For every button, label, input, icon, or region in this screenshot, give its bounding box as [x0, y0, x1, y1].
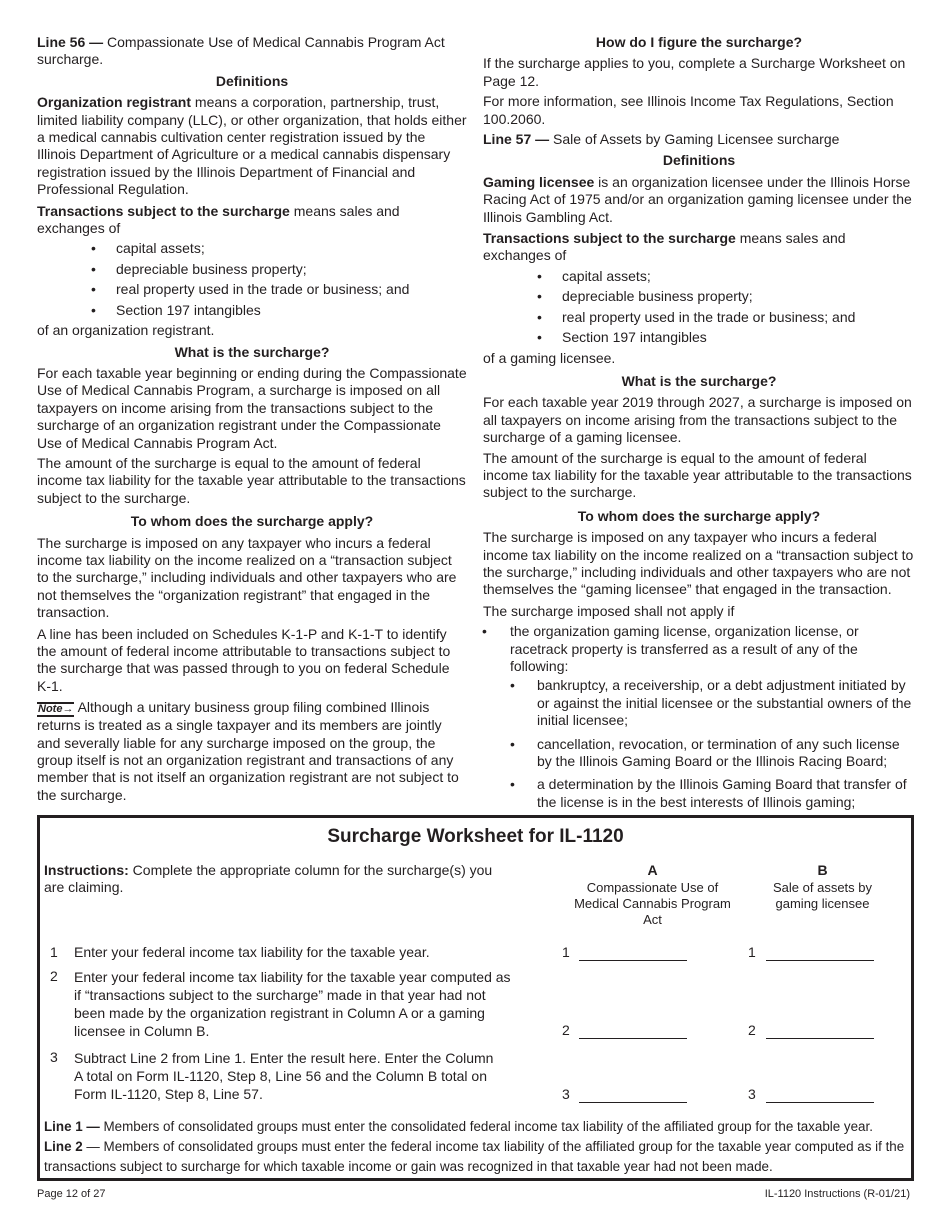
list-item: • capital assets;	[483, 268, 915, 285]
paragraph: The surcharge imposed shall not apply if	[483, 602, 735, 619]
line-number: 1	[50, 944, 58, 960]
definitions-heading: Definitions	[215, 72, 289, 89]
line-number: 2	[50, 968, 58, 984]
line-number: 3	[50, 1049, 58, 1065]
line2-col-b-input[interactable]	[766, 1024, 874, 1039]
what-heading: What is the surcharge?	[174, 343, 330, 360]
gaming-licensee-def: Gaming licensee is an organization licensee under the Illinois Horse Racing Act of 1975 and/or an organization gaming licensee under the Illinois Gambling Act.	[483, 173, 912, 225]
paragraph: A line has been included on Schedules K-1-P and K-1-T to identify the amount of federal income attributable to transactions subject to the surcharge that was passed through to you on federal Schedule K-1.	[37, 625, 451, 694]
line-number: 2	[748, 1022, 756, 1038]
list-item: • Section 197 intangibles	[37, 302, 467, 319]
list-item: • depreciable business property;	[483, 288, 915, 305]
form-id: IL-1120 Instructions (R-01/21)	[764, 1188, 910, 1200]
paragraph: If the surcharge applies to you, complete a Surcharge Worksheet on Page 12.	[483, 55, 906, 89]
sub-list	[510, 677, 915, 811]
figure-heading: How do I figure the surcharge?	[595, 34, 803, 50]
line2-note: Line 2 — Members of consolidated groups must enter the federal income tax liability of the affiliated group for the taxable year computed as if the transactions subject to surcharge for which taxable income or gain was recognized in that taxable year had not been made.	[44, 1139, 905, 1174]
worksheet-instructions: Instructions: Complete the appropriate column for the surcharge(s) you are claiming.	[44, 862, 493, 896]
paragraph: For more information, see Illinois Income Tax Regulations, Section 100.2060.	[483, 93, 894, 127]
line-number: 3	[562, 1086, 570, 1102]
column-b-header: B Sale of assets by gaming licensee	[773, 862, 872, 911]
list-item: • real property used in the trade or business; and	[37, 281, 467, 298]
line-text: Enter your federal income tax liability for the taxable year computed as if “transactions subject to the surcharge” made in that year had not been made by the organization registrant in Column A or a gaming licensee in Column B.	[74, 969, 511, 1039]
list-item: • depreciable business property;	[37, 261, 467, 278]
list-item: • the organization gaming license, organization license, or racetrack property is transferred as a result of any of the following: • bankruptcy, a receivership, or a debt adjustment initiated by or against the initial licensee or the substantial owners of the initial licensee; • cancellation, revocation, or termination of any such license by the Illinois Gaming Board or the Illinois Racing Board; • a determination by the Illinois Gaming Board that transfer of the license is in the best interests of Illinois gaming;	[483, 623, 915, 811]
paragraph: The amount of the surcharge is equal to the amount of federal income tax liability for the taxable year attributable to the transactions subject to the surcharge.	[483, 449, 912, 501]
list-item: • bankruptcy, a receivership, or a debt adjustment initiated by or against the initial licensee or the substantial owners of the initial licensee;	[510, 677, 915, 729]
left-column	[37, 34, 467, 807]
line3-col-a-input[interactable]	[579, 1088, 687, 1103]
line-number: 1	[562, 944, 570, 960]
transactions-def: Transactions subject to the surcharge means sales and exchanges of	[483, 230, 846, 264]
worksheet-notes	[44, 1117, 906, 1177]
what-heading: What is the surcharge?	[621, 372, 777, 389]
line1-col-b-input[interactable]	[766, 946, 874, 961]
line57-intro: Line 57 — Sale of Assets by Gaming Licensee surcharge	[483, 131, 840, 148]
list-item: • real property used in the trade or business; and	[483, 309, 915, 326]
asset-list	[37, 240, 467, 319]
line-text: Enter your federal income tax liability for the taxable year.	[74, 944, 430, 960]
line-number: 1	[748, 944, 756, 960]
line-text: Subtract Line 2 from Line 1. Enter the result here. Enter the Column A total on Form IL-1120, Step 8, Line 56 and the Column B total on Form IL-1120, Step 8, Line 57.	[74, 1050, 494, 1102]
list-item: • a determination by the Illinois Gaming Board that transfer of the license is in the best interests of Illinois gaming;	[510, 776, 915, 811]
transactions-def: Transactions subject to the surcharge means sales and exchanges of	[37, 202, 400, 237]
worksheet-title: Surcharge Worksheet for IL-1120	[327, 826, 624, 847]
column-a-header: A Compassionate Use of Medical Cannabis Program Act	[574, 862, 731, 927]
paragraph: The surcharge is imposed on any taxpayer who incurs a federal income tax liability on the income realized on a “transaction subject to the surcharge,” including individuals and other taxpayers who are not themselves the “organization registrant” that engaged in the transaction.	[37, 534, 457, 621]
definitions-heading: Definitions	[662, 152, 736, 169]
line3-col-b-input[interactable]	[766, 1088, 874, 1103]
paragraph: of a gaming licensee.	[483, 349, 616, 366]
line56-intro: Line 56 — Compassionate Use of Medical Cannabis Program Act surcharge.	[37, 34, 445, 68]
line-number: 3	[748, 1086, 756, 1102]
list-item: • Section 197 intangibles	[483, 329, 915, 346]
line1-note: Line 1 — Members of consolidated groups must enter the consolidated federal income tax liability of the affiliated group for the taxable year.	[44, 1119, 873, 1134]
asset-list	[483, 268, 915, 347]
paragraph: For each taxable year beginning or ending during the Compassionate Use of Medical Cannabis Program, a surcharge is imposed on all taxpayers on income arising from the transactions subject to the surcharge of an organization registrant under the Compassionate Use of Medical Cannabis Program Act.	[37, 364, 467, 451]
line2-col-a-input[interactable]	[579, 1024, 687, 1039]
right-column	[483, 34, 915, 817]
paragraph: of an organization registrant.	[37, 322, 215, 339]
note-paragraph: Note→ Although a unitary business group filing combined Illinois returns is treated as a single taxpayer and its members are jointly and severally liable for any surcharge imposed on the group, the group itself is not an organization registrant and transactions of any member that is not itself an organization registrant are not subject to the surcharge.	[37, 699, 459, 803]
surcharge-worksheet	[37, 815, 914, 1181]
exception-list	[483, 623, 915, 811]
org-registrant-def: Organization registrant means a corporation, partnership, trust, limited liability company (LLC), or other organization, that holds either a medical cannabis cultivation center registration issued by the Illinois Department of Agriculture or a medical cannabis dispensary registration issued by the Illinois Department of Financial and Professional Regulation.	[37, 94, 467, 198]
list-item: • capital assets;	[37, 240, 467, 257]
page-number: Page 12 of 27	[37, 1188, 106, 1200]
paragraph: The surcharge is imposed on any taxpayer who incurs a federal income tax liability on the income realized on a “transaction subject to the surcharge,” including individuals and other taxpayers who are not themselves the “gaming licensee” that engaged in the transaction.	[483, 529, 914, 598]
paragraph: The amount of the surcharge is equal to the amount of federal income tax liability for the taxable year attributable to the transactions subject to the surcharge.	[37, 454, 466, 506]
list-item: • cancellation, revocation, or termination of any such license by the Illinois Gaming Board or the Illinois Racing Board;	[510, 736, 915, 771]
line1-col-a-input[interactable]	[579, 946, 687, 961]
paragraph: For each taxable year 2019 through 2027, a surcharge is imposed on all taxpayers on income arising from the transactions subject to the surcharge of a gaming licensee.	[483, 394, 912, 446]
line-number: 2	[562, 1022, 570, 1038]
whom-heading: To whom does the surcharge apply?	[130, 513, 374, 530]
whom-heading: To whom does the surcharge apply?	[577, 507, 821, 524]
note-icon: Note→	[38, 703, 74, 716]
